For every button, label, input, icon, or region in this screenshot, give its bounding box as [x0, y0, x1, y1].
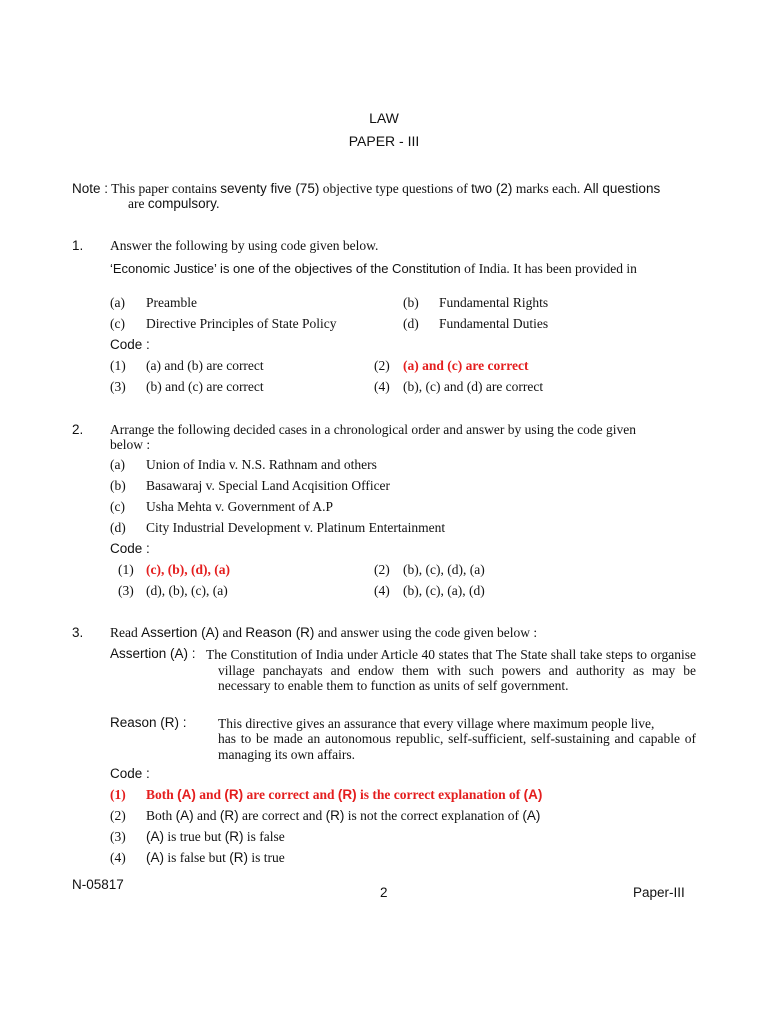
q3-number: 3.	[72, 625, 84, 640]
q2-option-text: City Industrial Development v. Platinum Entertainment	[146, 520, 446, 535]
q1-number: 1.	[72, 238, 84, 253]
q1-stem: ‘Economic Justice’ is one of the objectives of the Constitution of India. It has been provided in	[110, 261, 637, 276]
q1-prompt: Answer the following by using code given below.	[110, 238, 379, 253]
q3-code-label: (4)	[110, 850, 126, 865]
q2-code-label: (3)	[118, 583, 134, 598]
q1-code-label: Code :	[110, 337, 150, 352]
q1-option-text: Fundamental Rights	[439, 295, 549, 310]
q3-prompt: Read Assertion (A) and Reason (R) and answer using the code given below :	[110, 625, 538, 640]
q1-option-text: Fundamental Duties	[439, 316, 549, 331]
q2-code-label: (2)	[374, 562, 390, 577]
q1-code-text: (b), (c) and (d) are correct	[403, 379, 544, 394]
q2-option-text: Usha Mehta v. Government of A.P	[146, 499, 333, 514]
q1-option-text: Preamble	[146, 295, 197, 310]
reason-text-cont: has to be made an autonomous republic, self-sufficient, self-sustaining and capable of managing its own affairs.	[218, 731, 696, 762]
page-number: 2	[380, 885, 388, 900]
q2-code-label: (1)	[118, 562, 134, 577]
paper-code: N-05817	[72, 877, 124, 892]
q1-option-label: (d)	[403, 316, 419, 331]
q1-code-text: (b) and (c) are correct	[146, 379, 264, 394]
q2-code-text: (b), (c), (a), (d)	[403, 583, 485, 598]
q3-code-answer-label: (1)	[110, 787, 126, 802]
reason-text-line-1: This directive gives an assurance that every village where maximum people live,	[218, 716, 655, 731]
q3-code-label: (2)	[110, 808, 126, 823]
note-label: Note :	[72, 181, 109, 196]
q2-prompt: Arrange the following decided cases in a chronological order and answer by using the code given	[110, 422, 636, 437]
subject-title: LAW	[369, 110, 399, 126]
q2-prompt-cont: below :	[110, 437, 151, 452]
note-line-1: Note : This paper contains seventy five (75) objective type questions of two (2) marks each. All questions	[72, 181, 661, 196]
q3-code-text: (A) is false but (R) is true	[146, 850, 285, 865]
q1-option-label: (a)	[110, 295, 125, 310]
q2-option-text: Union of India v. N.S. Rathnam and others	[146, 457, 377, 472]
q2-option-label: (c)	[110, 499, 125, 514]
q1-code-label: (2)	[374, 358, 390, 373]
q1-code-text: (a) and (b) are correct	[146, 358, 264, 373]
assertion-text: The Constitution of India under Article 40 states that The State shall take steps to organise village panchayats and endow them with such powers and authority as may be necessary to enable them to function as units of self government.	[206, 647, 696, 693]
q1-code-label: (1)	[110, 358, 126, 373]
q2-option-label: (a)	[110, 457, 125, 472]
q2-number: 2.	[72, 422, 84, 437]
q3-code-answer: Both (A) and (R) are correct and (R) is the correct explanation of (A)	[146, 787, 543, 802]
q2-option-label: (b)	[110, 478, 126, 493]
q2-code-label: Code :	[110, 541, 150, 556]
q1-option-label: (c)	[110, 316, 125, 331]
reason-label: Reason (R) :	[110, 715, 187, 730]
q1-option-label: (b)	[403, 295, 419, 310]
q3-code-label: (3)	[110, 829, 126, 844]
q2-option-label: (d)	[110, 520, 126, 535]
q3-code-text: (A) is true but (R) is false	[146, 829, 285, 844]
q1-code-label: (4)	[374, 379, 390, 394]
note-line-2: are compulsory.	[128, 196, 220, 211]
q2-code-text: (d), (b), (c), (a)	[146, 583, 228, 598]
q1-code-label: (3)	[110, 379, 126, 394]
q1-option-text: Directive Principles of State Policy	[146, 316, 337, 331]
q1-code-answer: (a) and (c) are correct	[403, 358, 529, 373]
q3-code-text: Both (A) and (R) are correct and (R) is not the correct explanation of (A)	[146, 808, 541, 823]
q2-code-answer: (c), (b), (d), (a)	[146, 562, 230, 577]
q3-code-label: Code :	[110, 766, 150, 781]
paper-footer-label: Paper-III	[633, 885, 685, 900]
q2-code-text: (b), (c), (d), (a)	[403, 562, 485, 577]
q2-option-text: Basawaraj v. Special Land Acqisition Officer	[146, 478, 391, 493]
paper-title: PAPER - III	[348, 133, 420, 149]
q2-code-label: (4)	[374, 583, 390, 598]
assertion-label: Assertion (A) :	[110, 646, 196, 661]
